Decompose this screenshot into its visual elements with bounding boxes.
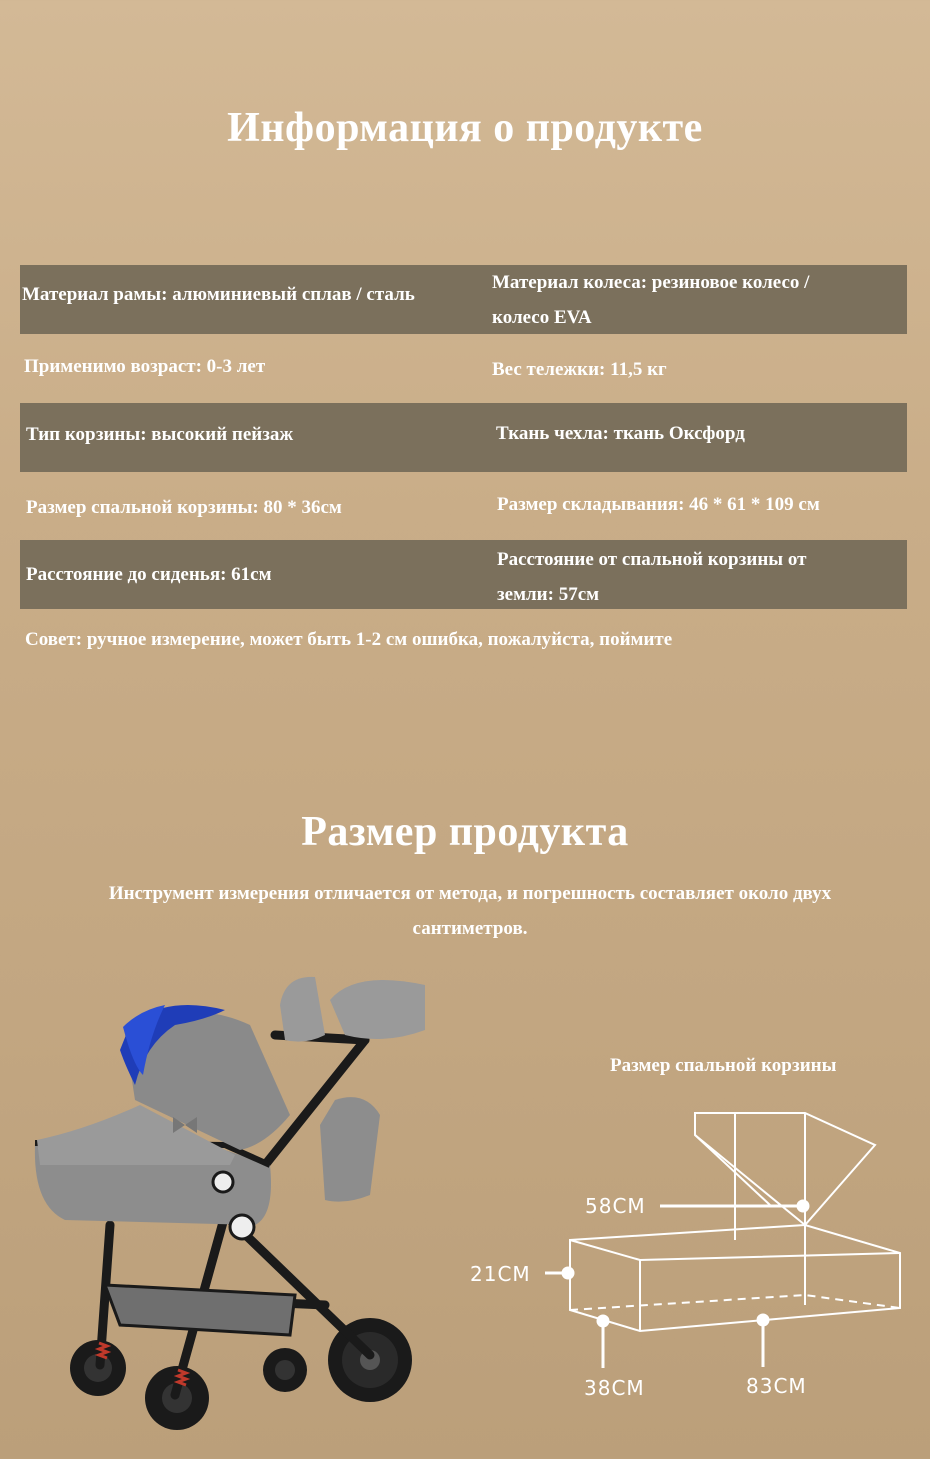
spec-basket-type: Тип корзины: высокий пейзаж bbox=[26, 424, 294, 445]
spec-basket-height-line1: Расстояние от спальной корзины от bbox=[497, 549, 807, 570]
dimension-label-58: 58CM bbox=[585, 1194, 646, 1218]
size-subtitle-line1: Инструмент измерения отличается от метода, и погрешность составляет около двух bbox=[108, 883, 832, 904]
stroller-wheels bbox=[70, 1318, 412, 1430]
spec-basket-size: Размер спальной корзины: 80 * 36см bbox=[26, 497, 342, 518]
dimension-label-21: 21CM bbox=[470, 1262, 531, 1286]
side-bag bbox=[320, 1097, 380, 1202]
size-subtitle-line2: сантиметров. bbox=[412, 918, 528, 939]
spec-basket-height-line2: земли: 57см bbox=[497, 584, 600, 605]
spec-row bbox=[20, 334, 907, 403]
spec-row bbox=[20, 403, 907, 472]
section-title-product-size: Размер продукта bbox=[301, 809, 629, 855]
measurement-tip: Совет: ручное измерение, может быть 1-2 см ошибка, пожалуйста, поймите bbox=[25, 629, 673, 650]
stroller-image bbox=[25, 965, 455, 1455]
spec-row bbox=[20, 265, 907, 334]
spec-wheel-material-line1: Материал колеса: резиновое колесо / bbox=[492, 272, 810, 293]
hand-muff-right bbox=[330, 980, 425, 1039]
hand-muff-left bbox=[280, 977, 325, 1042]
spec-age: Применимо возраст: 0-3 лет bbox=[24, 356, 266, 377]
spec-folded-size: Размер складывания: 46 * 61 * 109 см bbox=[497, 494, 820, 515]
spec-wheel-material-line2: колесо EVA bbox=[492, 307, 592, 328]
dimension-markers bbox=[545, 1201, 808, 1368]
dimension-label-83: 83CM bbox=[746, 1374, 807, 1398]
dimension-label-38: 38CM bbox=[584, 1376, 645, 1400]
basket-outline bbox=[570, 1113, 900, 1331]
storage-basket bbox=[105, 1285, 295, 1335]
spec-row bbox=[20, 540, 907, 609]
spec-seat-distance: Расстояние до сиденья: 61см bbox=[26, 564, 272, 585]
basket-dimension-diagram bbox=[460, 1095, 920, 1415]
spec-weight: Вес тележки: 11,5 кг bbox=[492, 359, 667, 380]
spec-row bbox=[20, 472, 907, 540]
diagram-caption: Размер спальной корзины bbox=[610, 1055, 837, 1076]
section-title-product-info: Информация о продукте bbox=[227, 105, 703, 151]
spec-fabric: Ткань чехла: ткань Оксфорд bbox=[496, 423, 745, 444]
spec-frame-material: Материал рамы: алюминиевый сплав / сталь bbox=[22, 284, 415, 305]
